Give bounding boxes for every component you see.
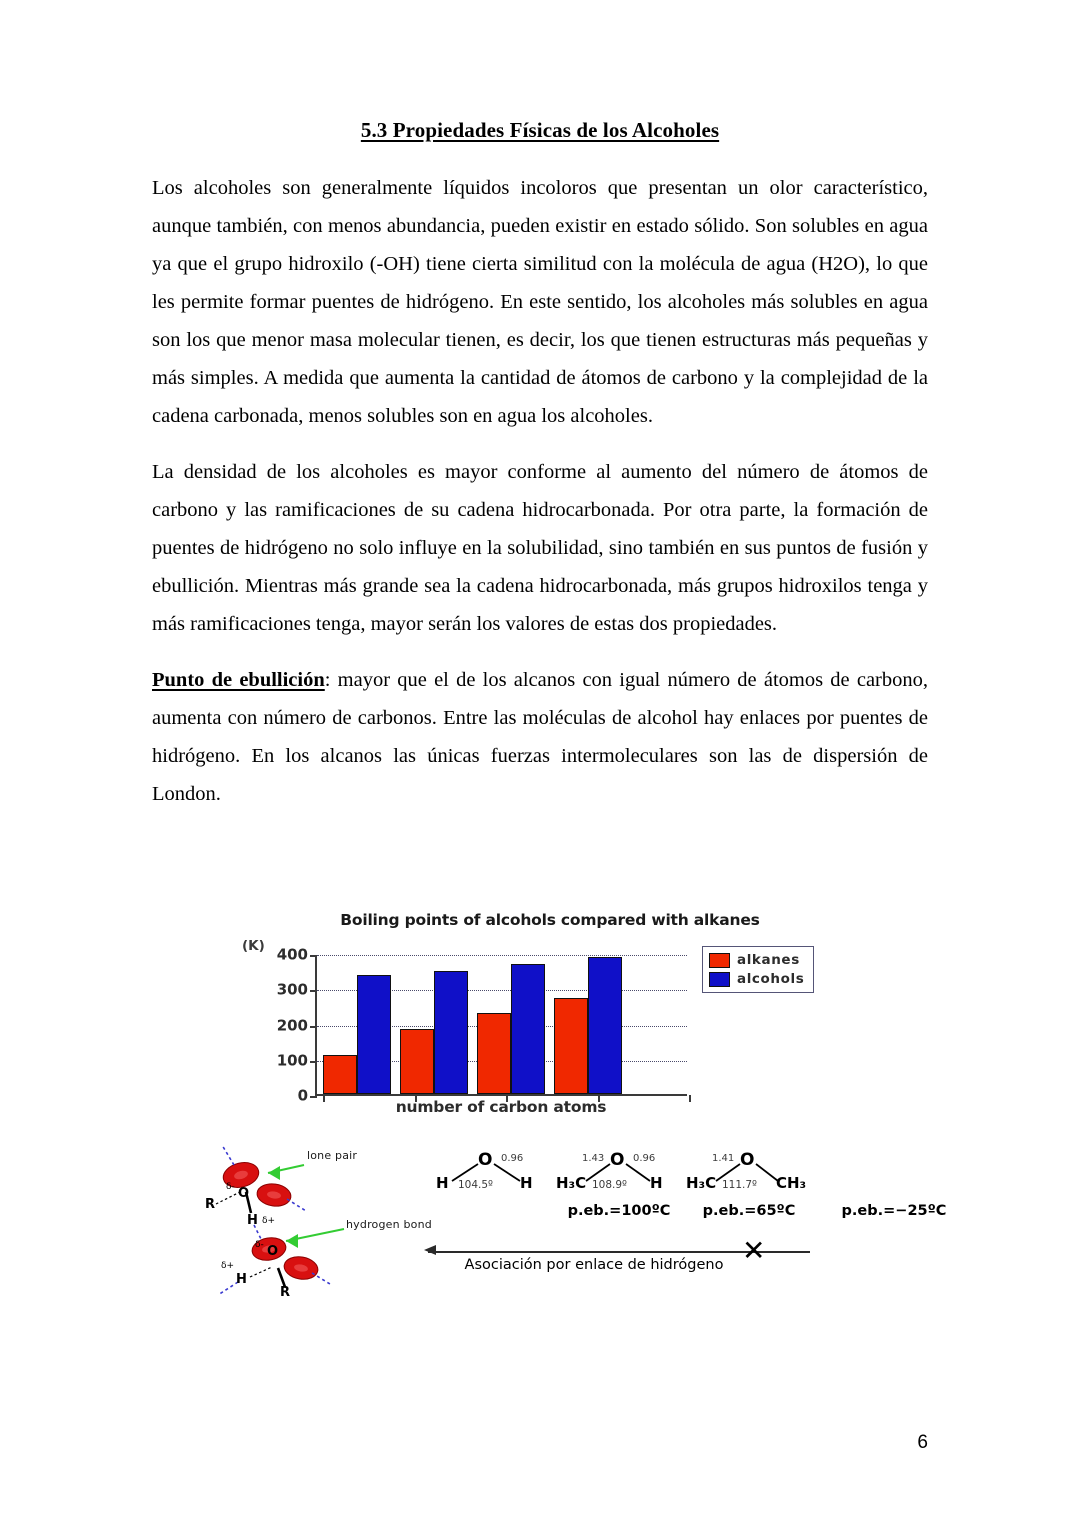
structures-comparison-figure: [424, 1147, 947, 1297]
chart-bar-alkanes: [400, 1029, 434, 1094]
top-molecule-o-atom: O: [238, 1186, 250, 1201]
molecule-methanol-angle: 108.9º: [592, 1179, 628, 1191]
molecule-water-center-atom: O: [478, 1150, 493, 1170]
bottom-molecule-delta-plus: δ+: [221, 1261, 235, 1271]
molecule-water-boiling-point: p.eb.=100ºC: [567, 1203, 671, 1219]
document-content: [152, 118, 928, 813]
association-label: Asociación por enlace de hidrógeno: [464, 1257, 724, 1273]
molecule-dimethyl-ether-center-atom: O: [740, 1150, 755, 1170]
y-axis-tick-label: 0: [297, 1086, 308, 1105]
lower-figures-row: [152, 1137, 947, 1307]
paragraph-boiling-point: [152, 661, 928, 813]
figures-block: [152, 905, 947, 1307]
hydrogen-bonding-diagram: [194, 1137, 454, 1302]
chart-bar-group: [554, 955, 622, 1094]
chart-bar-alkanes: [554, 998, 588, 1094]
molecule-dimethyl-ether-right-group: CH₃: [776, 1174, 807, 1192]
y-axis-unit-label: (K): [242, 938, 265, 954]
chart-bar-alcohols: [357, 975, 391, 1094]
molecule-water-right-group: H: [520, 1174, 533, 1192]
chart-bar-group: [477, 955, 545, 1094]
chart-bars-container: [317, 955, 687, 1094]
lone-pair-arrow-icon: [268, 1166, 280, 1180]
y-axis-tick-mark: [310, 955, 317, 957]
lone-pair-label: lone pair: [307, 1149, 358, 1162]
y-axis-tick-mark: [310, 990, 317, 992]
top-molecule-delta-minus: δ-: [226, 1182, 235, 1192]
y-axis-tick-label: 100: [276, 1051, 308, 1070]
page-number: 6: [917, 1432, 928, 1453]
legend-item-alcohols: [709, 971, 804, 987]
x-axis-label: number of carbon atoms: [395, 1098, 607, 1116]
molecule-methanol-left-group: H₃C: [556, 1174, 587, 1192]
molecule-methanol-left-bond-length: 1.43: [582, 1153, 605, 1164]
molecule-methanol-boiling-point: p.eb.=65ºC: [702, 1203, 796, 1219]
chart-bar-alcohols: [588, 957, 622, 1094]
y-axis-tick-label: 200: [276, 1016, 308, 1035]
paragraph-2: La densidad de los alcoholes es mayor conforme al aumento del número de átomos de carbono y las ramificaciones de su cadena hidrocarbonada. Por otra parte, la formación de puentes de hidrógeno no solo influye en la solubilidad, sino también en sus puntos de fusión y ebullición. Mientras más grande sea la cadena hidrocarbonada, más grupos hidroxilos tenga y más ramificaciones tenga, mayor serán los valores de estas dos propiedades.: [152, 461, 928, 635]
page-title: [152, 118, 928, 143]
legend-label-alkanes: alkanes: [737, 952, 800, 968]
legend-swatch-alcohols-icon: [709, 972, 730, 987]
page-title-text: 5.3 Propiedades Físicas de los Alcoholes: [360, 118, 720, 142]
molecule-methanol-right-group: H: [650, 1174, 663, 1192]
molecule-water-right-bond-length: 0.96: [501, 1153, 524, 1164]
top-molecule-delta-plus: δ+: [262, 1216, 276, 1226]
boiling-point-body-text: : mayor que el de los alcanos con igual número de átomos de carbono, aumenta con número de carbonos. Entre las moléculas de alcohol hay enlaces por puentes de hidrógeno. En los alcanos las únicas fuerzas intermoleculares son las de dispersión de London.: [152, 669, 928, 805]
molecule-methanol-center-atom: O: [610, 1150, 625, 1170]
molecule-dimethyl-ether-left-group: H₃C: [686, 1174, 717, 1192]
boiling-points-bar-chart: [240, 905, 840, 1125]
molecule-water-left-group: H: [436, 1174, 449, 1192]
chart-bar-alcohols: [511, 964, 545, 1094]
chart-plot-area: [276, 945, 687, 1105]
no-association-cross-icon: ✕: [742, 1234, 766, 1267]
y-axis-tick-mark: [310, 1061, 317, 1063]
bottom-molecule-delta-minus: δ-: [255, 1240, 264, 1250]
top-molecule-h-atom: H: [247, 1213, 258, 1228]
molecule-methanol-right-bond-length: 0.96: [633, 1153, 656, 1164]
molecule-dimethyl-ether-angle: 111.7º: [722, 1179, 758, 1191]
paragraph-1: Los alcoholes son generalmente líquidos incoloros que presentan un olor característico, aunque también, con menos abundancia, pueden existir en estado sólido. Son solubles en agua ya que el grupo hidroxilo (-OH) tiene cierta similitud con la molécula de agua (H2O), lo que les permite formar puentes de hidrógeno. En este sentido, los alcoholes más solubles en agua son los que menor masa molecular tienen, es decir, los que tienen estructuras más pequeñas y más simples. A medida que aumenta la cantidad de átomos de carbono y la complejidad de la cadena carbonada, menos solubles son en agua los alcoholes.: [152, 177, 928, 427]
chart-bar-group: [400, 955, 468, 1094]
legend-item-alkanes: [709, 952, 804, 968]
y-axis-tick-label: 300: [276, 980, 308, 999]
association-arrow-head-icon: [424, 1245, 436, 1255]
x-axis-tick-mark: [689, 1095, 691, 1102]
legend-label-alcohols: alcohols: [737, 971, 805, 987]
chart-title: Boiling points of alcohols compared with alkanes: [340, 911, 760, 929]
legend-swatch-alkanes-icon: [709, 953, 730, 968]
molecule-dimethyl-ether-boiling-point: p.eb.=−25ºC: [841, 1203, 947, 1219]
molecule-dimethyl-ether-left-bond-length: 1.41: [712, 1153, 735, 1164]
bottom-molecule-r-atom: R: [280, 1285, 291, 1300]
chart-bar-group: [323, 955, 391, 1094]
y-axis-tick-label: 400: [276, 945, 308, 964]
boiling-point-lead-label: Punto de ebullición: [152, 669, 325, 691]
chart-bar-alkanes: [323, 1055, 357, 1094]
molecule-water-angle: 104.5º: [458, 1179, 494, 1191]
hydrogen-bond-arrow-icon: [286, 1234, 298, 1248]
chart-legend: [702, 946, 814, 993]
bottom-molecule-o-atom: O: [267, 1244, 279, 1259]
hydrogen-bond-label: hydrogen bond: [346, 1218, 432, 1231]
bottom-molecule-h-atom: H: [236, 1272, 247, 1287]
molecule-dimethyl-ether: [684, 1147, 947, 1233]
chart-bar-alkanes: [477, 1013, 511, 1094]
chart-bar-alcohols: [434, 971, 468, 1094]
y-axis-tick-mark: [310, 1026, 317, 1028]
top-molecule-r-atom: R: [205, 1197, 216, 1212]
